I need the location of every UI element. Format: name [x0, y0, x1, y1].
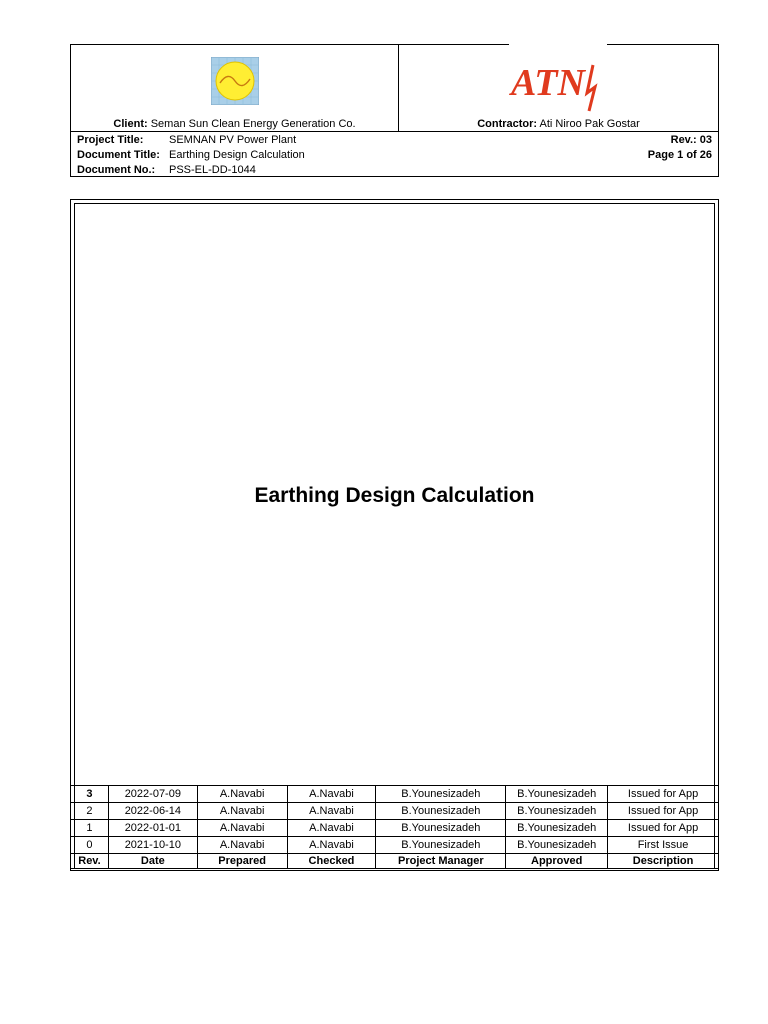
revision-cell-approved: B.Younesizadeh [506, 803, 608, 820]
revision-cell-approved: B.Younesizadeh [506, 786, 608, 803]
document-no-row [77, 163, 712, 178]
revision-header-project-manager: Project Manager [376, 854, 506, 869]
revision-table [70, 785, 719, 869]
document-title-label: Document Title: [77, 149, 160, 161]
revision-header-rev: Rev. [71, 854, 109, 869]
revision-cell-description: Issued for App [608, 820, 719, 837]
revision-row [71, 837, 719, 854]
document-no-value: PSS-EL-DD-1044 [169, 164, 256, 176]
revision-cell-project-manager: B.Younesizadeh [376, 837, 506, 854]
atn-logo-icon [509, 53, 609, 113]
revision-cell-date: 2022-06-14 [108, 803, 197, 820]
revision-cell-prepared: A.Navabi [197, 803, 287, 820]
revision-cell-prepared: A.Navabi [197, 820, 287, 837]
page-count: Page 1 of 26 [647, 149, 712, 161]
revision-cell-checked: A.Navabi [287, 820, 376, 837]
cover-inner-frame [74, 203, 715, 868]
contractor-line [399, 117, 718, 131]
revision-cell-date: 2022-07-09 [108, 786, 197, 803]
revision-cell-rev: 2 [71, 803, 109, 820]
revision-number: Rev.: 03 [670, 134, 712, 146]
contractor-label: Contractor: [477, 118, 538, 130]
revision-cell-rev: 1 [71, 820, 109, 837]
revision-cell-project-manager: B.Younesizadeh [376, 803, 506, 820]
revision-header-prepared: Prepared [197, 854, 287, 869]
header-logos-row [71, 45, 718, 132]
revision-cell-prepared: A.Navabi [197, 786, 287, 803]
header-info-rows [71, 132, 718, 177]
client-logo-icon [211, 57, 259, 105]
revision-cell-description: First Issue [608, 837, 719, 854]
revision-cell-description: Issued for App [608, 803, 719, 820]
revision-cell-date: 2021-10-10 [108, 837, 197, 854]
atn-logo-text: ATN [511, 62, 585, 104]
client-cell [71, 45, 399, 131]
revision-table-body [71, 786, 719, 869]
revision-header-approved: Approved [506, 854, 608, 869]
revision-cell-approved: B.Younesizadeh [506, 837, 608, 854]
revision-row [71, 820, 719, 837]
contractor-cell [399, 45, 718, 131]
revision-cell-prepared: A.Navabi [197, 837, 287, 854]
document-no-label: Document No.: [77, 164, 156, 176]
contractor-name: Ati Niroo Pak Gostar [539, 118, 640, 130]
revision-cell-project-manager: B.Younesizadeh [376, 786, 506, 803]
project-title-label: Project Title: [77, 134, 144, 146]
revision-header-description: Description [608, 854, 719, 869]
revision-cell-description: Issued for App [608, 786, 719, 803]
client-line [71, 117, 398, 131]
client-name: Seman Sun Clean Energy Generation Co. [150, 118, 356, 130]
client-label: Client: [113, 118, 148, 130]
logo-notch [509, 43, 607, 47]
project-title-row [77, 133, 712, 148]
revision-cell-approved: B.Younesizadeh [506, 820, 608, 837]
project-title-value: SEMNAN PV Power Plant [169, 134, 297, 146]
revision-header-checked: Checked [287, 854, 376, 869]
cover-title: Earthing Design Calculation [254, 484, 535, 507]
revision-cell-checked: A.Navabi [287, 803, 376, 820]
revision-header-row [71, 854, 719, 869]
revision-cell-rev: 3 [71, 786, 109, 803]
document-title-value: Earthing Design Calculation [169, 149, 305, 161]
cover-frame [70, 199, 719, 871]
document-title-row [77, 148, 712, 163]
revision-cell-checked: A.Navabi [287, 837, 376, 854]
revision-row [71, 786, 719, 803]
revision-header-date: Date [108, 854, 197, 869]
revision-cell-checked: A.Navabi [287, 786, 376, 803]
revision-cell-date: 2022-01-01 [108, 820, 197, 837]
revision-cell-rev: 0 [71, 837, 109, 854]
revision-cell-project-manager: B.Younesizadeh [376, 820, 506, 837]
revision-row [71, 803, 719, 820]
document-header [70, 44, 719, 177]
